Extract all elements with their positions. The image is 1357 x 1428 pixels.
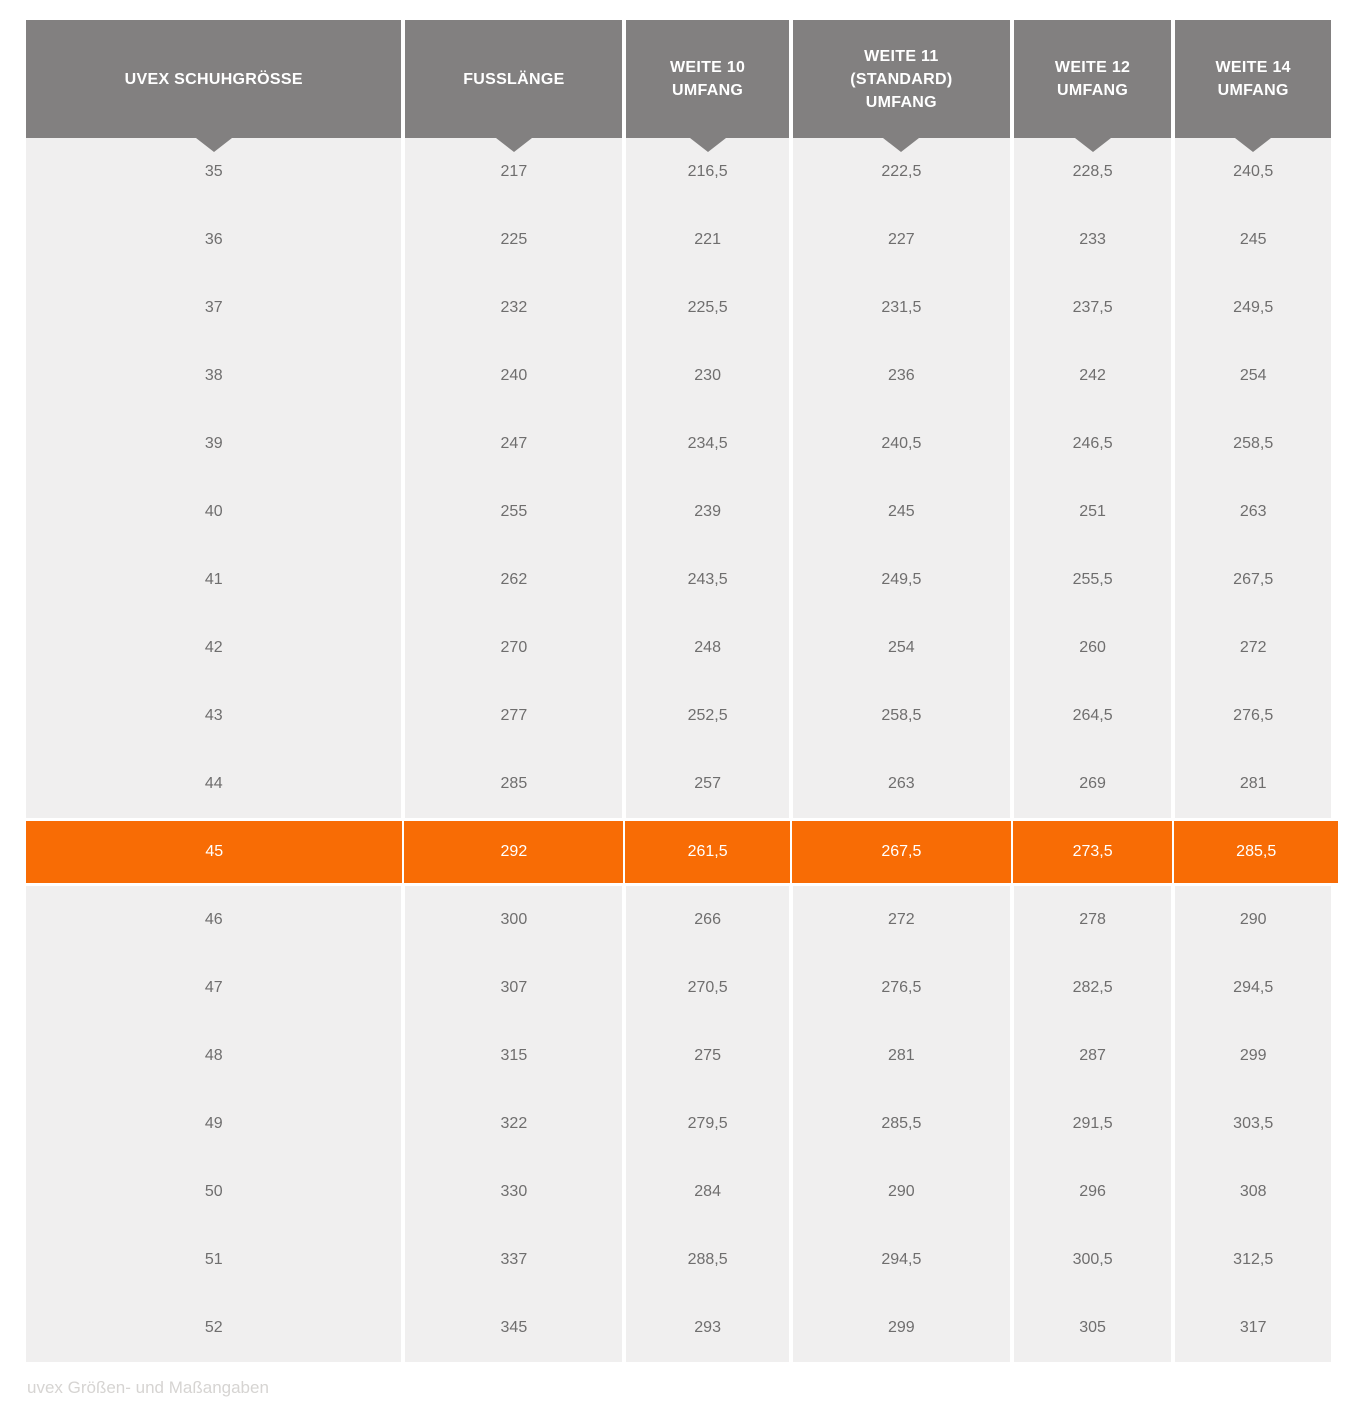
cell-row9-col4: 269 xyxy=(1014,750,1172,818)
cell-row2-col1: 232 xyxy=(405,274,622,342)
cell-row3-col4: 242 xyxy=(1014,342,1172,410)
cell-row4-col0: 39 xyxy=(26,410,401,478)
cell-row1-col2: 221 xyxy=(626,206,789,274)
cell-row0-col3: 222,5 xyxy=(793,138,1010,206)
cell-row5-col2: 239 xyxy=(626,478,789,546)
cell-row6-col1: 262 xyxy=(405,546,622,614)
cell-row7-col5: 272 xyxy=(1175,614,1331,682)
cell-row3-col2: 230 xyxy=(626,342,789,410)
cell-row2-col4: 237,5 xyxy=(1014,274,1172,342)
cell-row16-col3: 294,5 xyxy=(793,1226,1010,1294)
column-header-line: FUSSLÄNGE xyxy=(463,70,565,88)
cell-row16-col1: 337 xyxy=(405,1226,622,1294)
cell-row17-col0: 52 xyxy=(26,1294,401,1362)
cell-row8-col4: 264,5 xyxy=(1014,682,1172,750)
cell-row9-col2: 257 xyxy=(626,750,789,818)
cell-row0-col1: 217 xyxy=(405,138,622,206)
cell-row10-col1: 292 xyxy=(404,818,623,886)
cell-row8-col1: 277 xyxy=(405,682,622,750)
cell-row8-col2: 252,5 xyxy=(626,682,789,750)
cell-row2-col0: 37 xyxy=(26,274,401,342)
cell-row15-col3: 290 xyxy=(793,1158,1010,1226)
cell-row5-col0: 40 xyxy=(26,478,401,546)
cell-row7-col4: 260 xyxy=(1014,614,1172,682)
cell-row15-col4: 296 xyxy=(1014,1158,1172,1226)
cell-row5-col4: 251 xyxy=(1014,478,1172,546)
cell-row4-col1: 247 xyxy=(405,410,622,478)
column-header-0 xyxy=(26,20,401,138)
cell-row11-col5: 290 xyxy=(1175,886,1331,954)
cell-row6-col5: 267,5 xyxy=(1175,546,1331,614)
cell-row13-col0: 48 xyxy=(26,1022,401,1090)
cell-row4-col4: 246,5 xyxy=(1014,410,1172,478)
cell-row1-col0: 36 xyxy=(26,206,401,274)
cell-row10-col0: 45 xyxy=(26,818,402,886)
cell-row13-col5: 299 xyxy=(1175,1022,1331,1090)
column-header-line: WEITE 11 xyxy=(864,47,939,65)
column-header-2 xyxy=(626,20,789,138)
column-header-line: UMFANG xyxy=(865,93,937,111)
cell-row10-col3: 267,5 xyxy=(792,818,1011,886)
cell-row13-col2: 275 xyxy=(626,1022,789,1090)
cell-row9-col1: 285 xyxy=(405,750,622,818)
column-header-line: UVEX SCHUHGRÖSSE xyxy=(124,70,303,88)
table-row-size-38 xyxy=(26,342,1331,410)
cell-row8-col3: 258,5 xyxy=(793,682,1010,750)
cell-row13-col3: 281 xyxy=(793,1022,1010,1090)
cell-row12-col1: 307 xyxy=(405,954,622,1022)
cell-row12-col4: 282,5 xyxy=(1014,954,1172,1022)
cell-row7-col3: 254 xyxy=(793,614,1010,682)
cell-row0-col5: 240,5 xyxy=(1175,138,1331,206)
column-header-line: WEITE 10 xyxy=(669,59,746,76)
cell-row5-col5: 263 xyxy=(1175,478,1331,546)
table-header-row xyxy=(26,20,1331,138)
cell-row2-col5: 249,5 xyxy=(1175,274,1331,342)
cell-row17-col1: 345 xyxy=(405,1294,622,1362)
cell-row0-col4: 228,5 xyxy=(1014,138,1172,206)
cell-row7-col1: 270 xyxy=(405,614,622,682)
cell-row8-col0: 43 xyxy=(26,682,401,750)
table-row-size-42 xyxy=(26,614,1331,682)
cell-row7-col2: 248 xyxy=(626,614,789,682)
cell-row14-col1: 322 xyxy=(405,1090,622,1158)
cell-row1-col4: 233 xyxy=(1014,206,1172,274)
cell-row4-col2: 234,5 xyxy=(626,410,789,478)
column-header-line: UMFANG xyxy=(672,82,744,99)
cell-row13-col1: 315 xyxy=(405,1022,622,1090)
table-row-size-45-highlighted xyxy=(26,818,1331,886)
cell-row14-col2: 279,5 xyxy=(626,1090,789,1158)
cell-row16-col0: 51 xyxy=(26,1226,401,1294)
cell-row14-col3: 285,5 xyxy=(793,1090,1010,1158)
cell-row5-col1: 255 xyxy=(405,478,622,546)
cell-row3-col0: 38 xyxy=(26,342,401,410)
cell-row1-col1: 225 xyxy=(405,206,622,274)
cell-row16-col2: 288,5 xyxy=(626,1226,789,1294)
cell-row17-col3: 299 xyxy=(793,1294,1010,1362)
column-header-line: WEITE 14 xyxy=(1215,59,1291,76)
cell-row6-col4: 255,5 xyxy=(1014,546,1172,614)
column-header-4 xyxy=(1014,20,1172,138)
table-caption: uvex Größen- und Maßangaben xyxy=(27,1378,269,1397)
cell-row6-col0: 41 xyxy=(26,546,401,614)
table-row-size-36 xyxy=(26,206,1331,274)
cell-row11-col0: 46 xyxy=(26,886,401,954)
column-header-line: (STANDARD) xyxy=(850,70,953,88)
cell-row4-col5: 258,5 xyxy=(1175,410,1331,478)
cell-row9-col5: 281 xyxy=(1175,750,1331,818)
cell-row13-col4: 287 xyxy=(1014,1022,1172,1090)
cell-row12-col3: 276,5 xyxy=(793,954,1010,1022)
cell-row9-col0: 44 xyxy=(26,750,401,818)
cell-row9-col3: 263 xyxy=(793,750,1010,818)
table-body xyxy=(26,138,1331,1362)
table-row-size-51 xyxy=(26,1226,1331,1294)
column-header-1 xyxy=(405,20,622,138)
cell-row3-col1: 240 xyxy=(405,342,622,410)
cell-row16-col5: 312,5 xyxy=(1175,1226,1331,1294)
cell-row17-col4: 305 xyxy=(1014,1294,1172,1362)
cell-row2-col3: 231,5 xyxy=(793,274,1010,342)
cell-row15-col2: 284 xyxy=(626,1158,789,1226)
cell-row4-col3: 240,5 xyxy=(793,410,1010,478)
cell-row17-col2: 293 xyxy=(626,1294,789,1362)
cell-row10-col2: 261,5 xyxy=(625,818,790,886)
cell-row2-col2: 225,5 xyxy=(626,274,789,342)
cell-row15-col5: 308 xyxy=(1175,1158,1331,1226)
cell-row3-col3: 236 xyxy=(793,342,1010,410)
cell-row0-col0: 35 xyxy=(26,138,401,206)
column-header-line: WEITE 12 xyxy=(1054,59,1131,76)
cell-row15-col1: 330 xyxy=(405,1158,622,1226)
table-row-size-40 xyxy=(26,478,1331,546)
table-row-size-43 xyxy=(26,682,1331,750)
cell-row6-col2: 243,5 xyxy=(626,546,789,614)
cell-row11-col1: 300 xyxy=(405,886,622,954)
cell-row6-col3: 249,5 xyxy=(793,546,1010,614)
table-row-size-41 xyxy=(26,546,1331,614)
cell-row12-col5: 294,5 xyxy=(1175,954,1331,1022)
cell-row1-col5: 245 xyxy=(1175,206,1331,274)
cell-row10-col4: 273,5 xyxy=(1013,818,1173,886)
uvex-size-table xyxy=(26,20,1331,1362)
cell-row11-col2: 266 xyxy=(626,886,789,954)
cell-row12-col0: 47 xyxy=(26,954,401,1022)
column-header-5 xyxy=(1175,20,1331,138)
cell-row14-col0: 49 xyxy=(26,1090,401,1158)
table-row-size-49 xyxy=(26,1090,1331,1158)
table-row-size-52 xyxy=(26,1294,1331,1362)
table-row-size-48 xyxy=(26,1022,1331,1090)
cell-row11-col3: 272 xyxy=(793,886,1010,954)
cell-row16-col4: 300,5 xyxy=(1014,1226,1172,1294)
cell-row0-col2: 216,5 xyxy=(626,138,789,206)
column-header-3 xyxy=(793,20,1010,138)
cell-row3-col5: 254 xyxy=(1175,342,1331,410)
table-row-size-46 xyxy=(26,886,1331,954)
cell-row10-col5: 285,5 xyxy=(1174,818,1338,886)
cell-row14-col5: 303,5 xyxy=(1175,1090,1331,1158)
column-header-line: UMFANG xyxy=(1057,82,1129,99)
table-row-size-47 xyxy=(26,954,1331,1022)
cell-row7-col0: 42 xyxy=(26,614,401,682)
cell-row5-col3: 245 xyxy=(793,478,1010,546)
table-row-size-44 xyxy=(26,750,1331,818)
cell-row17-col5: 317 xyxy=(1175,1294,1331,1362)
column-header-line: UMFANG xyxy=(1217,82,1289,99)
cell-row14-col4: 291,5 xyxy=(1014,1090,1172,1158)
table-row-size-50 xyxy=(26,1158,1331,1226)
cell-row12-col2: 270,5 xyxy=(626,954,789,1022)
cell-row11-col4: 278 xyxy=(1014,886,1172,954)
cell-row8-col5: 276,5 xyxy=(1175,682,1331,750)
cell-row15-col0: 50 xyxy=(26,1158,401,1226)
table-row-size-39 xyxy=(26,410,1331,478)
table-row-size-37 xyxy=(26,274,1331,342)
cell-row1-col3: 227 xyxy=(793,206,1010,274)
